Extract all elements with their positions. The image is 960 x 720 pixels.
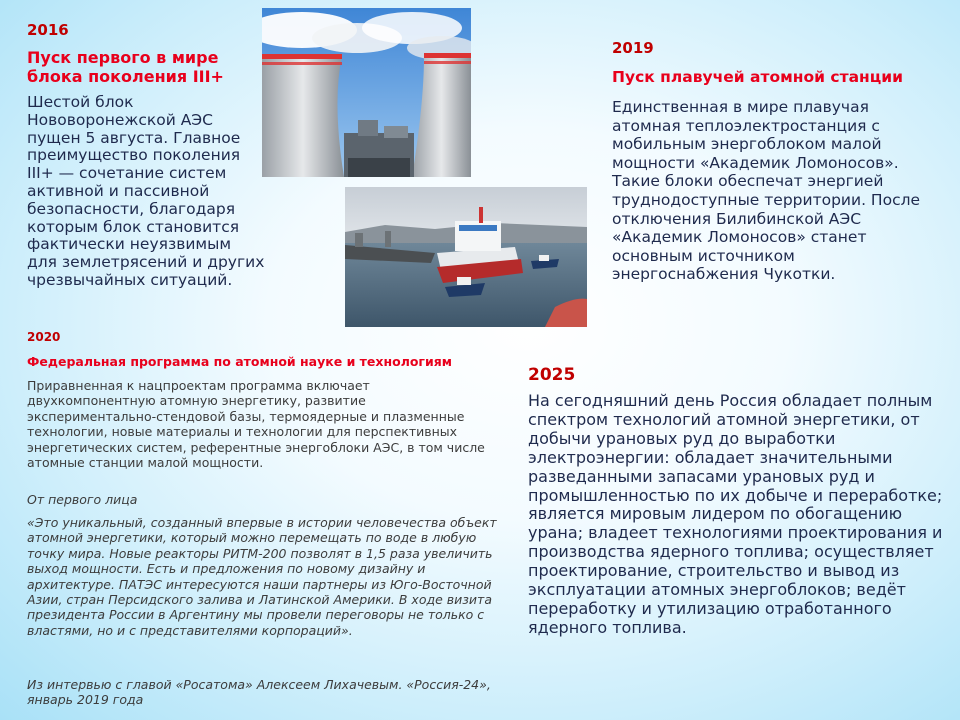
first-person-label: От первого лица: [27, 492, 138, 507]
year-2019: 2019: [612, 39, 654, 57]
floating-power-plant-photo: [345, 187, 587, 327]
cooling-towers-photo: [262, 8, 471, 177]
title-2016: Пуск первого в мире блока поколения III+: [27, 48, 224, 86]
title-2020: Федеральная программа по атомной науке и технологиям: [27, 354, 452, 369]
quote-2020: «Это уникальный, созданный впервые в истории человечества объект атомной энергетики, который можно перемещать по воде в любую точку мира. Новые реакторы РИТМ-200 позволят в 1,5 раза увеличить выход мощности. Есть и предложения по новому дизайну и архитектуре. ПАТЭС интересуются наши партнеры из Юго-Восточной Азии, стран Персидского залива и Латинской Америки. В ходе визита президента России в Аргентину мы провели переговоры не только с властями, но и с представителями корпораций».: [27, 515, 497, 638]
text-2016: Шестой блок Нововоронежской АЭС пущен 5 августа. Главное преимущество поколения III+ — сочетание систем активной и пассивной безопасности, благодаря которым блок становится фактически неуязвимым для землетрясений и других чрезвычайных ситуаций.: [27, 93, 265, 289]
year-2020: 2020: [27, 330, 61, 344]
text-2025: На сегодняшний день Россия обладает полным спектром технологий атомной энергетики, от добычи урановых руд до выработки электроэнергии: обладает значительными разведанными запасами урановых руд и промышленностью по их добыче и переработке; является мировым лидером по обогащению урана; владеет технологиями проектирования и производства ядерного топлива; осуществляет проектирование, строительство и вывод из эксплуатации атомных энергоблоков; ведёт переработку и утилизацию отработанного ядерного топлива.: [528, 391, 943, 637]
year-2016: 2016: [27, 21, 69, 39]
text-2020: Приравненная к нацпроектам программа включает двухкомпонентную атомную энергетику, развитие экспериментально-стендовой базы, термоядерные и плазменные технологии, новые материалы и технологии для перспективных энергетических систем, референтные энергоблоки АЭС, в том числе атомные станции малой мощности.: [27, 378, 485, 471]
title-2019: Пуск плавучей атомной станции: [612, 68, 903, 86]
quote-source: Из интервью с главой «Росатома» Алексеем Лихачевым. «Россия-24», январь 2019 года: [27, 677, 491, 708]
text-2019: Единственная в мире плавучая атомная теплоэлектростанция с мобильным энергоблоком малой мощности «Академик Ломоносов». Такие блоки обеспечат энергией труднодоступные территории. После отключения Билибинской АЭС «Академик Ломоносов» станет основным источником энергоснабжения Чукотки.: [612, 98, 921, 284]
year-2025: 2025: [528, 365, 576, 385]
